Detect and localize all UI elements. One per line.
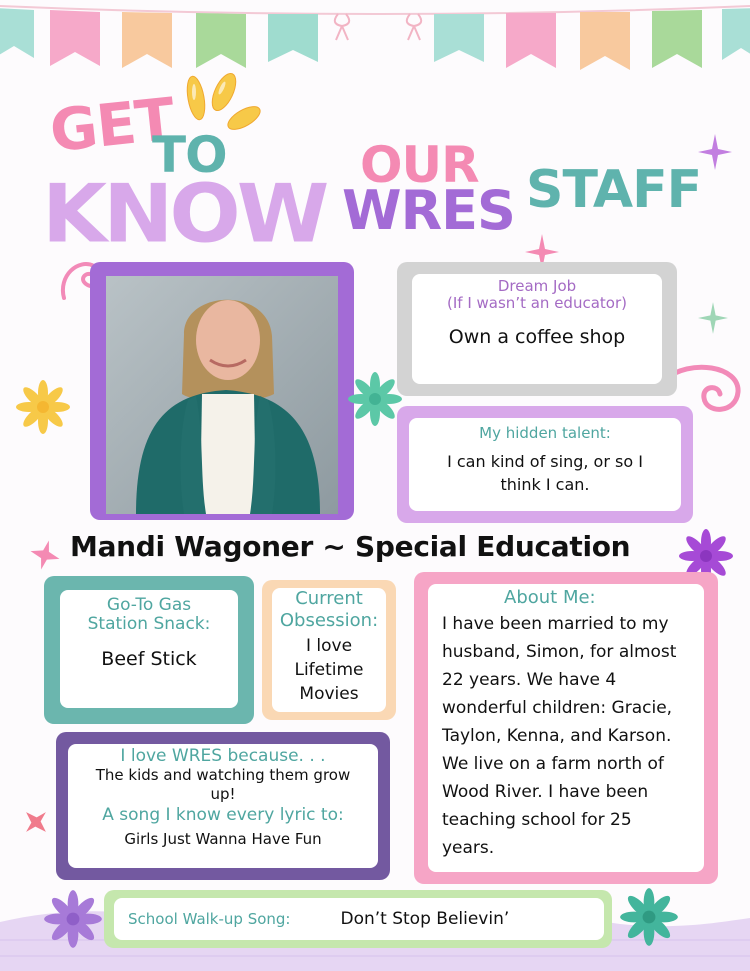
obsession-value-3: Movies: [299, 684, 359, 704]
about-line: I have been married to my: [442, 614, 669, 634]
flower-icon: [346, 370, 404, 428]
about-line: Wood River. I have been: [442, 782, 649, 802]
obsession-value-2: Lifetime: [294, 660, 364, 680]
flower-icon: [618, 886, 680, 948]
obsession-label: Current: [295, 588, 363, 609]
flower-icon: [42, 888, 104, 950]
wres-card: [68, 744, 378, 868]
title-our: OUR: [360, 136, 479, 194]
wres-value-1: The kids and watching them grow: [95, 766, 351, 784]
hidden-talent-value: I can kind of sing, or so I think I can.: [447, 452, 643, 494]
snack-sublabel: Station Snack:: [87, 614, 211, 634]
dream-job-card: [412, 274, 662, 384]
hidden-talent-card: [409, 418, 681, 511]
wres-value-2: up!: [210, 785, 236, 803]
bunting-flags: [0, 0, 750, 80]
wres-label: I love WRES because. . .: [120, 746, 326, 766]
snack-card: [60, 590, 238, 708]
song-value: Girls Just Wanna Have Fun: [124, 830, 322, 848]
dream-job-label: Dream Job: [497, 277, 577, 295]
staff-name-title: Mandi Wagoner ~ Special Education: [70, 530, 631, 563]
about-label: About Me:: [504, 587, 596, 608]
about-line: 22 years. We have 4: [442, 670, 617, 690]
snack-label: Go-To Gas: [106, 595, 192, 615]
walkup-label: School Walk-up Song:: [128, 910, 291, 928]
walkup-card: [114, 898, 604, 940]
obsession-value-1: I love: [305, 636, 353, 656]
title-know: KNOW: [42, 167, 326, 261]
flower-icon: [14, 378, 72, 436]
song-label: A song I know every lyric to:: [102, 805, 344, 825]
star-icon: [22, 808, 50, 836]
snack-value: Beef Stick: [101, 648, 197, 670]
about-line: Taylon, Kenna, and Karson.: [442, 726, 672, 746]
sparkle-icon: [698, 302, 728, 334]
about-line: We live on a farm north of: [442, 754, 664, 774]
obsession-card: [272, 588, 386, 712]
dream-job-sublabel: (If I wasn’t an educator): [447, 294, 627, 312]
title-staff: STAFF: [526, 160, 702, 220]
star-icon: [30, 540, 60, 570]
obsession-sublabel: Obsession:: [279, 610, 379, 631]
about-line: wonderful children: Gracie,: [442, 698, 673, 718]
title-get: GET: [46, 84, 178, 166]
about-line: years.: [442, 838, 495, 858]
hidden-talent-label: My hidden talent:: [479, 424, 611, 442]
sparkle-icon: [698, 134, 732, 170]
about-line: teaching school for 25: [442, 810, 632, 830]
about-line: husband, Simon, for almost: [442, 642, 677, 662]
walkup-value: Don’t Stop Believin’: [340, 909, 510, 929]
title-to: TO: [152, 126, 227, 184]
staff-photo: [106, 276, 338, 514]
about-card: [428, 584, 704, 872]
title-wres: WRES: [342, 179, 515, 242]
dream-job-value: Own a coffee shop: [448, 326, 626, 348]
